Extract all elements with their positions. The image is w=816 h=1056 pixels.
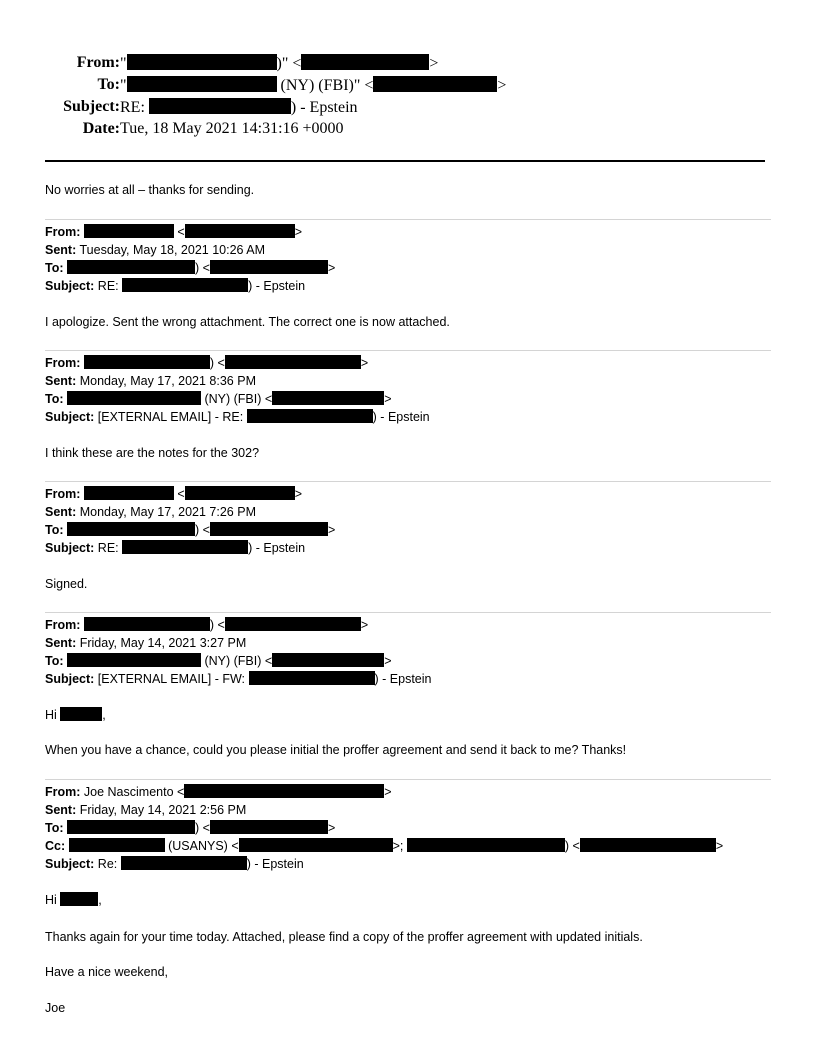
message-from-row: From: ) < > [45,618,369,632]
message-signature: Joe [45,1001,66,1015]
message-separator [45,350,771,351]
redaction-box [225,355,361,369]
redaction-box [239,838,393,852]
message-sent-row: Sent: Monday, May 17, 2021 8:36 PM [45,374,256,388]
redaction-box [127,76,277,92]
message-separator [45,779,771,780]
redaction-box [149,98,291,114]
message-subject-row: Subject: [EXTERNAL EMAIL] - FW: ) - Epstein [45,672,432,686]
redaction-box [60,892,98,906]
message-greeting: Hi , [45,708,106,722]
message-body-line: Have a nice weekend, [45,965,168,979]
message-to-row: To: ) < > [45,523,336,537]
redaction-box [67,522,195,536]
redaction-box [272,653,384,667]
message-separator [45,481,771,482]
message-from-row: From: ) < > [45,356,369,370]
redaction-box [127,54,277,70]
message-subject-row: Subject: RE: ) - Epstein [45,279,306,293]
redaction-box [84,617,210,631]
redaction-box [407,838,565,852]
redaction-box [121,856,247,870]
header-subject-label: Subject: [63,98,120,115]
message-from-row: From: < > [45,487,303,501]
message-sent-row: Sent: Friday, May 14, 2021 2:56 PM [45,803,247,817]
message-sent-row: Sent: Friday, May 14, 2021 3:27 PM [45,636,247,650]
message-subject-row: Subject: Re: ) - Epstein [45,857,304,871]
redaction-box [60,707,102,721]
message-sent-row: Sent: Tuesday, May 18, 2021 10:26 AM [45,243,266,257]
redaction-box [122,540,248,554]
redaction-box [184,784,384,798]
redaction-box [67,653,201,667]
header-to-label: To: [97,76,120,93]
message-subject-row: Subject: RE: ) - Epstein [45,541,306,555]
header-date-value: Tue, 18 May 2021 14:31:16 +0000 [120,120,344,137]
message-to-row: To: ) < > [45,821,336,835]
header-divider [45,160,765,162]
message-separator [45,219,771,220]
header-date-label: Date: [82,120,120,137]
message-cc-row: Cc: (USANYS) < >; ) < > [45,839,724,853]
redaction-box [67,391,201,405]
message-body-line: I think these are the notes for the 302? [45,446,260,460]
message-body-line: When you have a chance, could you please initial the proffer agreement and send it back to me? Thanks! [45,743,627,757]
redaction-box [185,486,295,500]
message-greeting: Hi , [45,893,102,907]
redaction-box [210,522,328,536]
message-from-row: From: < > [45,225,303,239]
redaction-box [84,355,210,369]
message-to-row: To: ) < > [45,261,336,275]
redaction-box [210,820,328,834]
redaction-box [373,76,497,92]
redaction-box [272,391,384,405]
redaction-box [67,820,195,834]
redaction-box [122,278,248,292]
message-from-row: From: Joe Nascimento < > [45,785,392,799]
message-body-line: I apologize. Sent the wrong attachment. The correct one is now attached. [45,315,450,329]
redaction-box [580,838,716,852]
message-body-line: Signed. [45,577,88,591]
redaction-box [225,617,361,631]
redaction-box [69,838,165,852]
redaction-box [84,486,174,500]
message-body-line: Thanks again for your time today. Attached, please find a copy of the proffer agreement with updated initials. [45,930,643,944]
redaction-box [84,224,174,238]
redaction-box [301,54,429,70]
redaction-box [210,260,328,274]
message-to-row: To: (NY) (FBI) < > [45,392,392,406]
message-to-row: To: (NY) (FBI) < > [45,654,392,668]
message-body-line: No worries at all – thanks for sending. [45,183,255,197]
redaction-box [249,671,375,685]
header-from-label: From: [76,54,120,71]
message-separator [45,612,771,613]
redaction-box [185,224,295,238]
redaction-box [67,260,195,274]
redaction-box [247,409,373,423]
message-sent-row: Sent: Monday, May 17, 2021 7:26 PM [45,505,256,519]
message-subject-row: Subject: [EXTERNAL EMAIL] - RE: ) - Epstein [45,410,430,424]
